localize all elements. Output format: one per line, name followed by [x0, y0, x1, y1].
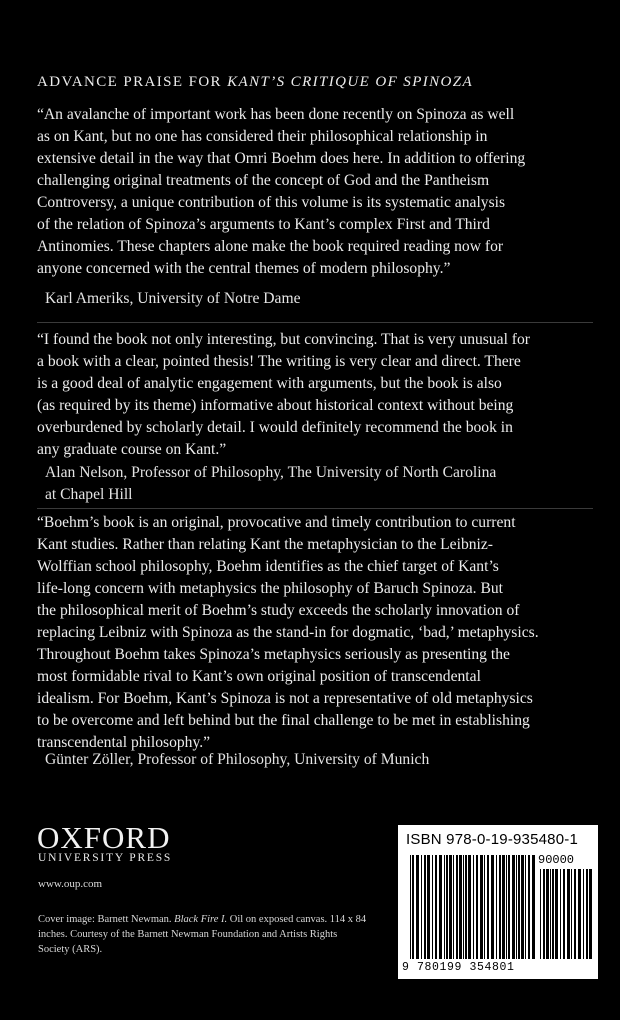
- barcode-icon: [398, 825, 598, 979]
- oxford-logo: OXFORD: [37, 820, 171, 855]
- quote-line: (as required by its theme) informative about historical context without being: [37, 397, 514, 414]
- quote-line: idealism. For Boehm, Kant’s Spinoza is not a representative of old metaphysics: [37, 690, 533, 707]
- quote-line: of the relation of Spinoza’s arguments to Kant’s complex First and Third: [37, 216, 490, 233]
- quote-line: “An avalanche of important work has been done recently on Spinoza as well: [37, 106, 515, 123]
- praise-quote-nelson: [37, 329, 593, 461]
- quote-line: a book with a clear, pointed thesis! The writing is very clear and direct. There: [37, 353, 521, 370]
- quote-line: extensive detail in the way that Omri Boehm does here. In addition to offering: [37, 150, 526, 167]
- quote-line: overburdened by scholarly detail. I would definitely recommend the book in: [37, 419, 513, 436]
- quote-line: most formidable rival to Kant’s own original position of transcendental: [37, 668, 481, 685]
- quote-line: “Boehm’s book is an original, provocative and timely contribution to current: [37, 514, 516, 531]
- quote-line: Antinomies. These chapters alone make the book required reading now for: [37, 238, 504, 255]
- attribution-nelson: [45, 462, 585, 506]
- price-addon-code: 90000: [538, 853, 575, 867]
- quote-line: Wolffian school philosophy, Boehm identifies as the chief target of Kant’s: [37, 558, 499, 575]
- quote-line: anyone concerned with the central themes of modern philosophy.”: [37, 260, 451, 277]
- attribution-line: Alan Nelson, Professor of Philosophy, The University of North Carolina: [45, 464, 497, 481]
- quote-line: Controversy, a unique contribution of this volume is its systematic analysis: [37, 194, 506, 211]
- divider: [37, 322, 593, 323]
- isbn-barcode: [398, 825, 598, 979]
- advance-praise-heading: [37, 74, 473, 91]
- quote-line: “I found the book not only interesting, but convincing. That is very unusual for: [37, 331, 530, 348]
- credit-work-title: Black Fire I.: [174, 914, 228, 925]
- quote-line: the philosophical merit of Boehm’s study exceeds the scholarly innovation of: [37, 602, 520, 619]
- heading-prefix: ADVANCE PRAISE FOR: [37, 74, 228, 90]
- quote-line: as on Kant, but no one has considered their philosophical relationship in: [37, 128, 488, 145]
- quote-line: Kant studies. Rather than relating Kant the metaphysician to the Leibniz-: [37, 536, 493, 553]
- quote-line: transcendental philosophy.”: [37, 734, 211, 751]
- heading-book-title: KANT’S CRITIQUE OF SPINOZA: [227, 74, 474, 90]
- cover-image-credit: [38, 912, 368, 957]
- quote-line: any graduate course on Kant.”: [37, 441, 227, 458]
- praise-quote-ameriks: [37, 104, 593, 280]
- credit-prefix: Cover image: Barnett Newman.: [38, 914, 175, 925]
- quote-line: challenging original treatments of the concept of God and the Pantheism: [37, 172, 490, 189]
- attribution-line: at Chapel Hill: [45, 486, 133, 503]
- quote-line: replacing Leibniz with Spinoza as the stand-in for dogmatic, ‘bad,’ metaphysics.: [37, 624, 539, 641]
- attribution-ameriks: [45, 288, 585, 310]
- credit-rest: Oil on exposed canvas. 114 x 84 inches. Courtesy of the Barnett Newman Foundation and Artists Rights Society (ARS).: [38, 914, 367, 955]
- publisher-url[interactable]: www.oup.com: [38, 878, 103, 890]
- isbn-number: ISBN 978-0-19-935480-1: [406, 831, 579, 848]
- quote-line: to be overcome and left behind but the final challenge to be met in establishing: [37, 712, 530, 729]
- university-press-label: UNIVERSITY PRESS: [38, 852, 173, 864]
- praise-quote-zoller: [37, 512, 593, 754]
- quote-line: life-long concern with metaphysics the philosophy of Baruch Spinoza. But: [37, 580, 503, 597]
- divider: [37, 508, 593, 509]
- attribution-zoller: [45, 749, 585, 771]
- attribution-line: Günter Zöller, Professor of Philosophy, University of Munich: [45, 751, 430, 768]
- ean-number: 9 780199 354801: [402, 961, 515, 974]
- quote-line: is a good deal of analytic engagement with arguments, but the book is also: [37, 375, 502, 392]
- quote-line: Throughout Boehm takes Spinoza’s metaphysics seriously as presenting the: [37, 646, 510, 663]
- attribution-line: Karl Ameriks, University of Notre Dame: [45, 290, 301, 307]
